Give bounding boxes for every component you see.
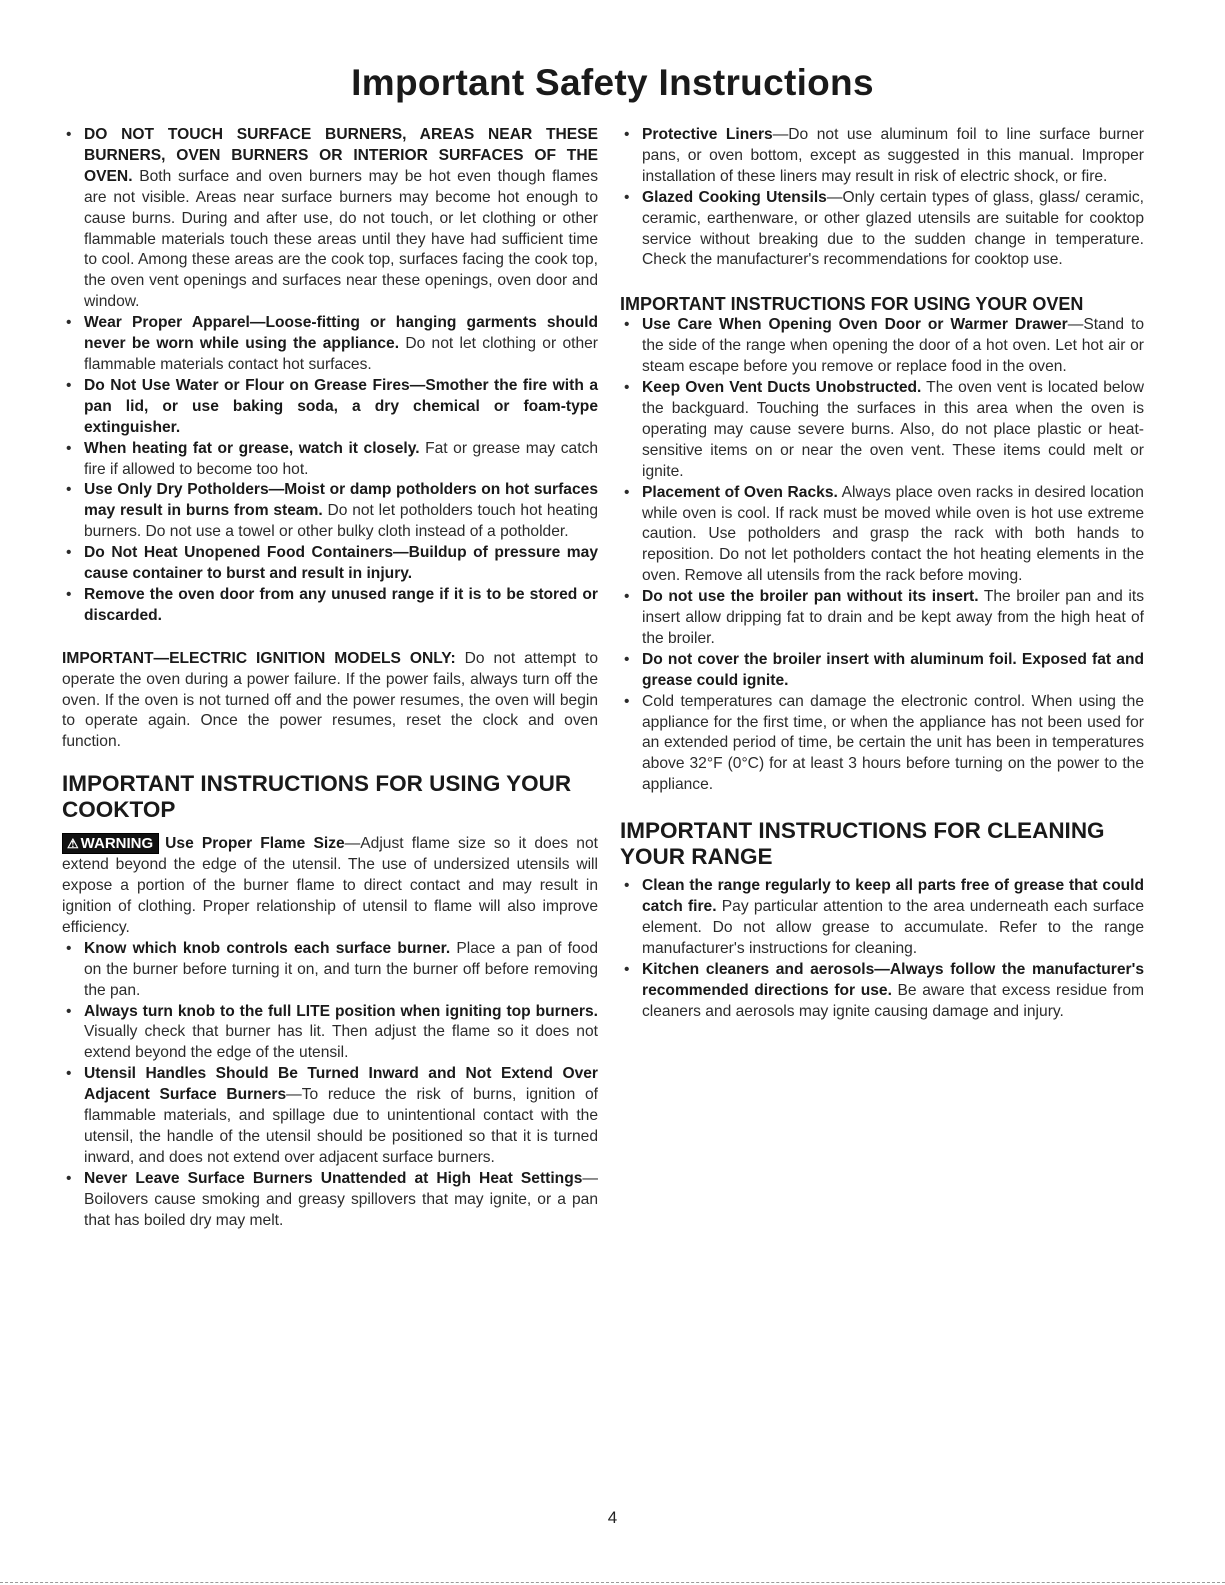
bullet-text: —Only certain types of glass, glass/ ceramic, ceramic, earthenware, or other glazed utensils are suitable for cooktop service without breaking due to the sudden change in temperature. Check the manufacturer's recommendations for cooktop use. [642,188,1145,269]
bullet-text: Both surface and oven burners may be hot even though flames are not visible. Areas near surface burners may become hot enough to cause burns. During and after use, do not touch, or let clothing or other flammable materials touch these areas until they have had sufficient time to cool. Among these areas are the cook top, surfaces facing the cook top, the oven vent openings and surfaces near these openings, oven door and window. [84,167,598,311]
bullet-dot-icon: • [624,188,630,206]
electric-ignition-lead: IMPORTANT—ELECTRIC IGNITION MODELS ONLY: [62,649,456,667]
electric-ignition-text: Do not attempt to operate the oven during a power failure. If the power fails, always turn off the oven. If the oven is not turned off and the power resumes, the oven will begin to operate again. Once the power resumes, reset the clock and oven function. [62,649,598,751]
bullet-text: —Do not use aluminum foil to line surface burner pans, or oven bottom, except as suggested in this manual. Improper installation of these liners may result in risk of electric shock, or fire. [642,126,1144,185]
bullet-lead: Do not cover the broiler insert with aluminum foil. Exposed fat and grease could ignite. [642,650,1144,689]
bullet-lead: Wear Proper Apparel—Loose-fitting or hanging garments should never be worn while using the appliance. [84,314,598,353]
bullet-item [62,543,598,585]
bullet-dot-icon: • [624,483,630,501]
cooktop-bullet-list [62,939,598,1232]
bullet-lead: Glazed Cooking Utensils [642,188,827,206]
bullet-lead: Utensil Handles Should Be Turned Inward and Not Extend Over Adjacent Surface Burners [84,1065,598,1104]
bullet-lead: Always turn knob to the full LITE position when igniting top burners. [84,1002,598,1020]
cooktop-heading: IMPORTANT INSTRUCTIONS FOR USING YOUR COOKTOP [62,771,572,823]
page-title: Important Safety Instructions [351,62,874,103]
bullet-dot-icon: • [66,439,72,457]
bullet-text: The oven vent is located below the backguard. Touching the surfaces in this area when the oven is operating may cause severe burns. Also, do not place plastic or heat-sensitive items on or near the oven vent. These items could melt or ignite. [642,379,1144,480]
bullet-item [62,585,598,627]
bullet-item [62,939,598,1002]
bullet-dot-icon: • [66,481,72,499]
bullet-dot-icon: • [66,1002,72,1020]
bullet-item [62,1169,598,1232]
warning-badge-label: WARNING [80,835,154,853]
bullet-item [62,313,598,376]
bullet-dot-icon: • [624,877,630,895]
bullet-lead: Know which knob controls each surface burner. [84,939,451,957]
bullet-dot-icon: • [66,1065,72,1083]
left-bullet-list [62,125,598,627]
bullet-lead: Use Only Dry Potholders—Moist or damp potholders on hot surfaces may result in burns from steam. [84,481,598,520]
right-bullet-list [620,125,1144,271]
bullet-dot-icon: • [66,314,72,332]
bullet-lead: DO NOT TOUCH SURFACE BURNERS, AREAS NEAR THESE BURNERS, OVEN BURNERS OR INTERIOR SURFACES OF THE OVEN. [84,126,598,185]
bullet-dot-icon: • [624,126,630,143]
bullet-text: Fat or grease may catch fire if allowed to become too hot. [84,439,598,478]
left-column [62,125,598,1232]
bullet-item [620,483,1144,588]
bullet-item [62,1002,598,1065]
bullet-item [620,188,1144,272]
bullet-lead: Kitchen cleaners and aerosols—Always follow the manufacturer's recommended directions for use. [642,960,1144,999]
bullet-item [620,692,1144,797]
bullet-lead: Placement of Oven Racks. [642,483,838,501]
bullet-item [62,439,598,481]
bullet-lead: Do Not Heat Unopened Food Containers—Buildup of pressure may cause container to burst and result in injury. [84,544,598,583]
bullet-text: —To reduce the risk of burns, ignition of flammable materials, and spillage due to unintentional contact with the utensil, the handle of the utensil should be positioned so that it is turned inward, and does not extend over adjacent surface burners. [84,1086,598,1166]
bullet-lead: Protective Liners [642,126,773,143]
bullet-lead: Keep Oven Vent Ducts Unobstructed. [642,379,922,397]
warning-text: —Adjust flame size so it does not extend beyond the edge of the utensil. The use of undersized utensils will expose a portion of the burner flame to direct contact and may result in ignition of clothing. Proper relationship of utensil to flame will also improve efficiency. [62,835,598,936]
bullet-text: Do not let potholders touch hot heating burners. Do not use a towel or other bulky cloth instead of a potholder. [84,502,598,541]
bullet-item [620,378,1144,483]
bullet-dot-icon: • [624,960,630,978]
bullet-text: The broiler pan and its insert allow dripping fat to drain and be kept away from the high heat of the broiler. [642,588,1144,647]
bullet-text: Visually check that burner has lit. Then adjust the flame so it does not extend beyond the edge of the utensil. [84,1023,598,1062]
bullet-item [62,1064,598,1169]
page-edge-divider [0,1582,1225,1583]
bullet-text: Be aware that excess residue from cleaners and aerosols may ignite causing damage and injury. [642,981,1144,1020]
bullet-dot-icon: • [624,379,630,397]
bullet-dot-icon: • [66,376,72,394]
bullet-item [620,876,1144,960]
bullet-lead: Clean the range regularly to keep all parts free of grease that could catch fire. [642,877,1144,916]
bullet-dot-icon: • [66,585,72,603]
bullet-dot-icon: • [624,316,630,334]
bullet-lead: Do not use the broiler pan without its insert. [642,588,979,606]
bullet-item [62,125,598,313]
bullet-dot-icon: • [624,650,630,668]
page-number: 4 [607,1508,618,1527]
bullet-lead: Remove the oven door from any unused range if it is to be stored or discarded. [84,585,598,624]
bullet-text: —Boilovers cause smoking and greasy spillovers that may ignite, or a pan that has boiled dry may melt. [84,1169,598,1229]
warning-paragraph [62,833,598,939]
bullet-text: Always place oven racks in desired location while oven is cool. If rack must be moved while oven is hot use extreme caution. Use potholders and grasp the rack with both hands to reposition. Do not let potholders contact the hot heating elements in the oven. Remove all utensils from the rack before moving. [642,483,1144,585]
bullet-dot-icon: • [66,1169,72,1187]
oven-heading: IMPORTANT INSTRUCTIONS FOR USING YOUR OVEN [620,294,1084,315]
bullet-item [620,960,1144,1023]
bullet-dot-icon: • [624,692,630,710]
bullet-lead: Never Leave Surface Burners Unattended at High Heat Settings [84,1169,583,1187]
bullet-text: Place a pan of food on the burner before turning it on, and turn the burner off before removing the pan. [84,939,598,999]
bullet-dot-icon: • [66,939,72,957]
warning-badge [62,833,159,854]
right-column [620,125,1144,1023]
bullet-text: Pay particular attention to the area underneath each surface element. Do not allow grease to accumulate. Refer to the range manufacturer's instructions for cleaning. [642,898,1144,957]
bullet-lead: Do Not Use Water or Flour on Grease Fires—Smother the fire with a pan lid, or use baking soda, a dry chemical or foam-type extinguisher. [84,376,598,436]
bullet-text: —Stand to the side of the range when opening the door of a hot oven. Let hot air or steam escape before you remove or replace food in the oven. [642,316,1144,376]
bullet-item [620,315,1144,378]
bullet-dot-icon: • [66,126,72,143]
bullet-item [62,376,598,439]
bullet-text: Do not let clothing or other flammable materials contact hot surfaces. [84,335,599,373]
bullet-dot-icon: • [66,544,72,562]
bullet-dot-icon: • [624,588,630,606]
bullet-item [620,125,1144,188]
bullet-text: Cold temperatures can damage the electronic control. When using the appliance for the first time, or when the appliance has not been used for an extended period of time, be certain the unit has been in temperatures above 32°F (0°C) for at least 3 hours before turning on the power to the appliance. [642,692,1144,794]
warning-triangle-icon: ⚠ [67,836,79,852]
bullet-lead: When heating fat or grease, watch it closely. [84,439,420,457]
cleaning-heading: IMPORTANT INSTRUCTIONS FOR CLEANING YOUR RANGE [620,818,1105,870]
bullet-item [620,650,1144,692]
bullet-item [620,587,1144,650]
cleaning-bullet-list [620,876,1144,1022]
bullet-lead: Use Care When Opening Oven Door or Warmer Drawer [642,316,1068,334]
bullet-item [62,480,598,543]
electric-ignition-note [62,649,598,754]
warning-lead: Use Proper Flame Size [165,835,345,853]
oven-bullet-list [620,315,1144,796]
